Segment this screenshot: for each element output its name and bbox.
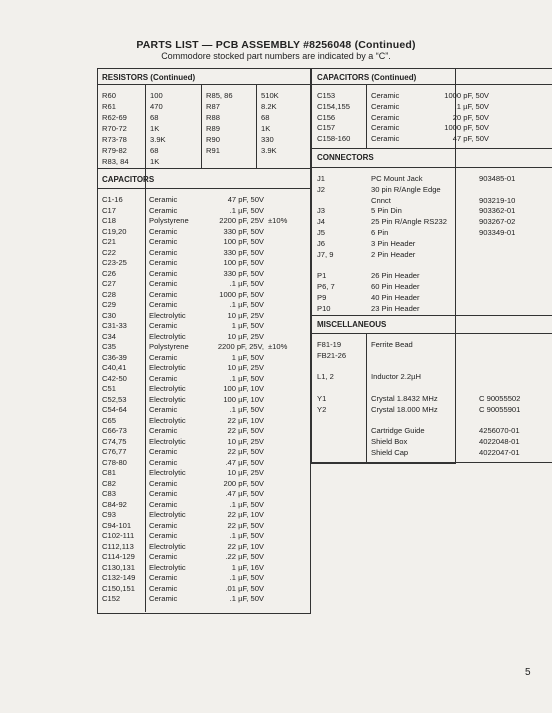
connector-description: Cnnct	[371, 195, 391, 205]
resistor-value: 68	[261, 113, 270, 122]
capacitor-value: .1 µF, 50V	[229, 300, 264, 309]
misc-ref: L1, 2	[317, 372, 334, 382]
capacitor-ref: C83	[102, 489, 116, 498]
capacitor-ref: C66-73	[102, 426, 127, 435]
capacitor-type: Ceramic	[371, 112, 400, 122]
resistor-ref: R70-72	[102, 124, 127, 133]
capacitor-type: Ceramic	[149, 552, 178, 561]
resistor-value: 68	[150, 146, 159, 155]
resistor-ref: R73-78	[102, 135, 127, 144]
capacitor-ref: C132-149	[102, 573, 136, 582]
capacitor-ref: C29	[102, 300, 116, 309]
resistor-value: 1K	[150, 157, 160, 166]
capacitor-value: .47 µF, 50V	[225, 489, 264, 498]
connector-ref: J7, 9	[317, 249, 334, 259]
capacitor-ref: C1-16	[102, 195, 123, 204]
connector-description: 2 Pin Header	[371, 249, 416, 259]
capacitor-type: Ceramic	[149, 489, 178, 498]
capacitor-type: Ceramic	[371, 134, 400, 144]
misc-part-number: C 90055502	[479, 394, 521, 403]
capacitor-value: .1 µF, 50V	[454, 101, 489, 111]
connector-ref: P9	[317, 292, 327, 302]
misc-ref: Y2	[317, 404, 327, 414]
capacitor-type: Electrolytic	[149, 562, 186, 572]
capacitor-value: 100 pF, 50V	[223, 237, 264, 246]
capacitor-ref: C156	[317, 112, 336, 122]
capacitor-ref: C74,75	[102, 436, 127, 446]
resistor-ref: R79-82	[102, 146, 127, 155]
capacitor-value: 2200 pF, 25V,	[217, 342, 264, 351]
connector-description: 3 Pin Header	[371, 238, 416, 248]
capacitor-type: Ceramic	[371, 123, 400, 133]
capacitor-ref: C154,155	[317, 101, 350, 111]
connector-description: 5 Pin Din	[371, 206, 402, 216]
misc-description: Shield Cap	[371, 448, 409, 457]
capacitor-value: .1 µF, 50V	[229, 405, 264, 414]
capacitor-type: Electrolytic	[149, 394, 186, 404]
resistor-value: 8.2K	[261, 102, 277, 111]
capacitor-tolerance: ±10%	[268, 342, 288, 351]
misc-ref: Y1	[317, 394, 327, 403]
capacitor-ref: C114-129	[102, 552, 135, 561]
misc-part-number: 4256070-01	[479, 426, 520, 436]
capacitor-value: 1 µF, 50V	[231, 352, 264, 362]
capacitor-ref: C34	[102, 331, 116, 341]
resistor-ref: R87	[206, 102, 220, 111]
capacitor-type: Ceramic	[149, 499, 178, 509]
misc-description: Crystal 1.8432 MHz	[371, 394, 438, 403]
capacitor-value: 2200 pF, 25V	[219, 216, 264, 225]
capacitor-ref: C26	[102, 268, 116, 278]
capacitor-ref: C157	[317, 123, 336, 133]
capacitor-type: Ceramic	[149, 205, 178, 215]
capacitor-type: Ceramic	[149, 226, 178, 236]
capacitor-ref: C21	[102, 237, 116, 246]
misc-description: Shield Box	[371, 437, 408, 447]
resistor-ref: R88	[206, 113, 220, 122]
capacitor-ref: C150,151	[102, 583, 135, 593]
capacitor-ref: C153	[317, 91, 336, 100]
capacitor-value: .1 µF, 50V	[229, 499, 264, 509]
page-subtitle: Commodore stocked part numbers are indicated by a “C”.	[161, 51, 391, 61]
capacitor-value: 10 µF, 25V	[227, 436, 264, 446]
connector-ref: P6, 7	[317, 282, 335, 291]
resistor-value: 1K	[150, 124, 160, 133]
misc-description: Crystal 18.000 MHz	[371, 404, 438, 414]
connector-ref: J4	[317, 217, 326, 227]
capacitor-type: Ceramic	[149, 300, 178, 309]
capacitor-value: 10 µF, 25V	[227, 468, 264, 477]
resistor-value: 100	[150, 91, 163, 100]
misc-part-number: C 90055901	[479, 404, 521, 414]
capacitor-type: Ceramic	[149, 457, 178, 467]
capacitor-value: 100 µF, 10V	[223, 394, 264, 404]
resistor-ref: R89	[206, 124, 220, 133]
capacitor-type: Ceramic	[149, 447, 178, 456]
connector-ref: J6	[317, 238, 326, 248]
resistor-ref: R91	[206, 146, 220, 155]
capacitor-value: .22 µF, 50V	[225, 552, 264, 561]
capacitor-value: 47 pF, 50V	[227, 195, 264, 204]
connector-ref: J3	[317, 206, 326, 216]
capacitor-value: 47 pF, 50V	[452, 134, 489, 144]
capacitor-value: 22 µF, 10V	[227, 415, 264, 425]
connector-description: PC Mount Jack	[371, 174, 423, 183]
capacitor-type: Ceramic	[149, 405, 178, 414]
capacitor-ref: C40,41	[102, 363, 127, 372]
capacitor-value: 330 pF, 50V	[223, 247, 264, 257]
capacitor-type: Ceramic	[149, 426, 178, 435]
resistor-ref: R62-69	[102, 113, 127, 122]
resistor-ref: R85, 86	[206, 91, 233, 100]
capacitor-type: Ceramic	[149, 321, 178, 330]
capacitor-ref: C36-39	[102, 352, 127, 362]
resistor-value: 3.9K	[261, 146, 277, 155]
capacitor-type: Ceramic	[149, 373, 178, 383]
capacitor-value: 22 µF, 10V	[227, 510, 264, 519]
capacitor-value: .47 µF, 50V	[225, 457, 264, 467]
capacitor-value: 1 µF, 16V	[231, 562, 264, 572]
capacitor-ref: C82	[102, 478, 116, 488]
capacitor-ref: C84-92	[102, 499, 127, 509]
misc-description: Cartridge Guide	[371, 426, 425, 436]
capacitor-type: Electrolytic	[149, 331, 186, 341]
resistor-value: 3.9K	[150, 135, 166, 144]
page-title: PARTS LIST — PCB ASSEMBLY #8256048 (Continued)	[136, 39, 416, 51]
capacitor-ref: C27	[102, 279, 116, 288]
capacitor-type: Ceramic	[149, 478, 178, 488]
capacitor-tolerance: ±10%	[268, 216, 288, 225]
capacitor-ref: C94-101	[102, 520, 132, 530]
capacitor-ref: C23-25	[102, 258, 127, 267]
misc-description: Ferrite Bead	[371, 340, 413, 349]
connector-ref: J5	[317, 228, 326, 237]
capacitor-value: 22 µF, 10V	[227, 541, 264, 551]
resistor-value: 1K	[261, 124, 271, 133]
capacitor-type: Electrolytic	[149, 310, 186, 320]
connector-description: 40 Pin Header	[371, 292, 420, 302]
capacitor-ref: C30	[102, 310, 116, 320]
capacitor-type: Electrolytic	[149, 468, 186, 477]
capacitor-ref: C19,20	[102, 226, 127, 236]
capacitor-type: Electrolytic	[149, 415, 186, 425]
connector-description: 6 Pin	[371, 228, 389, 237]
capacitor-value: 330 pF, 50V	[223, 268, 264, 278]
connector-ref: P10	[317, 303, 331, 313]
resistor-value: 470	[150, 102, 163, 111]
capacitor-value: 1000 pF, 50V	[444, 91, 489, 100]
connector-ref: J1	[317, 174, 326, 183]
capacitor-ref: C35	[102, 342, 116, 351]
capacitor-ref: C112,113	[102, 541, 134, 551]
capacitor-type: Ceramic	[149, 247, 178, 257]
capacitor-ref: C22	[102, 247, 116, 257]
capacitor-type: Ceramic	[149, 520, 178, 530]
capacitor-type: Ceramic	[149, 237, 178, 246]
capacitor-type: Ceramic	[149, 268, 178, 278]
resistors-heading: RESISTORS (Continued)	[102, 73, 196, 82]
resistor-ref: R90	[206, 135, 220, 144]
miscellaneous-heading: MISCELLANEOUS	[317, 320, 387, 329]
capacitor-type: Ceramic	[149, 594, 178, 603]
connector-ref: P1	[317, 271, 327, 281]
capacitor-value: .1 µF, 50V	[229, 373, 264, 383]
capacitor-type: Electrolytic	[149, 541, 186, 551]
connector-part-number: 903362-01	[479, 206, 516, 216]
misc-part-number: 4022047-01	[479, 448, 520, 457]
resistor-value: 330	[261, 135, 274, 144]
capacitor-type: Ceramic	[149, 531, 178, 540]
capacitor-type: Polystyrene	[149, 216, 189, 225]
capacitor-ref: C152	[102, 594, 121, 603]
capacitor-ref: C76,77	[102, 447, 127, 456]
capacitor-ref: C28	[102, 289, 116, 299]
capacitor-value: 22 µF, 50V	[227, 426, 264, 435]
resistor-value: 510K	[261, 91, 279, 100]
resistor-value: 68	[150, 113, 159, 122]
capacitor-value: 1 µF, 50V	[231, 321, 264, 330]
capacitor-ref: C65	[102, 415, 116, 425]
capacitor-value: 100 pF, 50V	[223, 258, 264, 267]
capacitor-value: 200 pF, 50V	[223, 478, 264, 488]
capacitor-ref: C51	[102, 384, 116, 393]
capacitor-type: Electrolytic	[149, 436, 186, 446]
misc-part-number: 4022048-01	[479, 437, 520, 447]
resistor-ref: R60	[102, 91, 116, 100]
capacitor-value: .1 µF, 50V	[229, 594, 264, 603]
capacitor-value: .1 µF, 50V	[229, 531, 264, 540]
capacitors-heading: CAPACITORS	[102, 175, 155, 184]
capacitor-type: Ceramic	[149, 583, 178, 593]
capacitor-ref: C93	[102, 510, 116, 519]
capacitor-type: Ceramic	[149, 352, 178, 362]
capacitor-ref: C18	[102, 216, 116, 225]
capacitor-ref: C158-160	[317, 134, 351, 144]
connector-description: 60 Pin Header	[371, 282, 420, 291]
capacitor-value: 10 µF, 25V	[227, 331, 264, 341]
capacitor-ref: C52,53	[102, 394, 127, 404]
capacitor-type: Electrolytic	[149, 384, 186, 393]
connector-description: 25 Pin R/Angle RS232	[371, 217, 447, 227]
connector-part-number: 903219-10	[479, 195, 516, 205]
capacitor-value: 22 µF, 50V	[227, 447, 264, 456]
misc-description: Inductor 2.2µH	[371, 372, 421, 382]
capacitor-value: .1 µF, 50V	[229, 205, 264, 215]
capacitor-type: Ceramic	[149, 289, 178, 299]
connector-description: 30 pin R/Angle Edge	[371, 184, 441, 194]
connector-part-number: 903485-01	[479, 174, 516, 183]
capacitor-ref: C54-64	[102, 405, 127, 414]
capacitor-type: Polystyrene	[149, 342, 189, 351]
misc-ref: F81-19	[317, 340, 342, 349]
capacitor-value: 10 µF, 25V	[227, 310, 264, 320]
capacitors-continued-heading: CAPACITORS (Continued)	[317, 73, 417, 82]
capacitor-value: .1 µF, 50V	[229, 279, 264, 288]
capacitor-type: Ceramic	[371, 91, 400, 100]
capacitor-type: Electrolytic	[149, 510, 186, 519]
capacitor-value: .01 µF, 50V	[225, 583, 264, 593]
capacitor-type: Electrolytic	[149, 363, 186, 372]
capacitor-type: Ceramic	[149, 279, 178, 288]
capacitor-value: 10 µF, 25V	[227, 363, 264, 372]
capacitor-value: 20 pF, 50V	[452, 112, 489, 122]
misc-ref: FB21-26	[317, 350, 347, 360]
capacitor-ref: C17	[102, 205, 116, 215]
capacitor-value: 330 pF, 50V	[223, 226, 264, 236]
capacitor-ref: C130,131	[102, 562, 135, 572]
capacitor-value: 1000 pF, 50V	[444, 123, 489, 133]
resistor-ref: R83, 84	[102, 157, 129, 166]
connector-ref: J2	[317, 184, 326, 194]
connectors-heading: CONNECTORS	[317, 153, 374, 162]
capacitor-value: 22 µF, 50V	[227, 520, 264, 530]
capacitor-type: Ceramic	[149, 573, 178, 582]
capacitor-type: Ceramic	[149, 195, 178, 204]
capacitor-type: Ceramic	[149, 258, 178, 267]
page-number: 5	[525, 667, 531, 678]
capacitor-value: 100 µF, 10V	[223, 384, 264, 393]
capacitor-ref: C78-80	[102, 457, 127, 467]
capacitor-value: 1000 pF, 50V	[219, 289, 264, 299]
capacitor-ref: C81	[102, 468, 116, 477]
capacitor-ref: C102-111	[102, 531, 135, 540]
connector-part-number: 903267-02	[479, 217, 516, 227]
capacitor-type: Ceramic	[371, 101, 400, 111]
capacitor-value: .1 µF, 50V	[229, 573, 264, 582]
capacitor-ref: C42-50	[102, 373, 127, 383]
connector-description: 26 Pin Header	[371, 271, 420, 281]
connector-part-number: 903349-01	[479, 228, 516, 237]
connector-description: 23 Pin Header	[371, 303, 420, 313]
capacitor-ref: C31-33	[102, 321, 127, 330]
resistor-ref: R61	[102, 102, 116, 111]
